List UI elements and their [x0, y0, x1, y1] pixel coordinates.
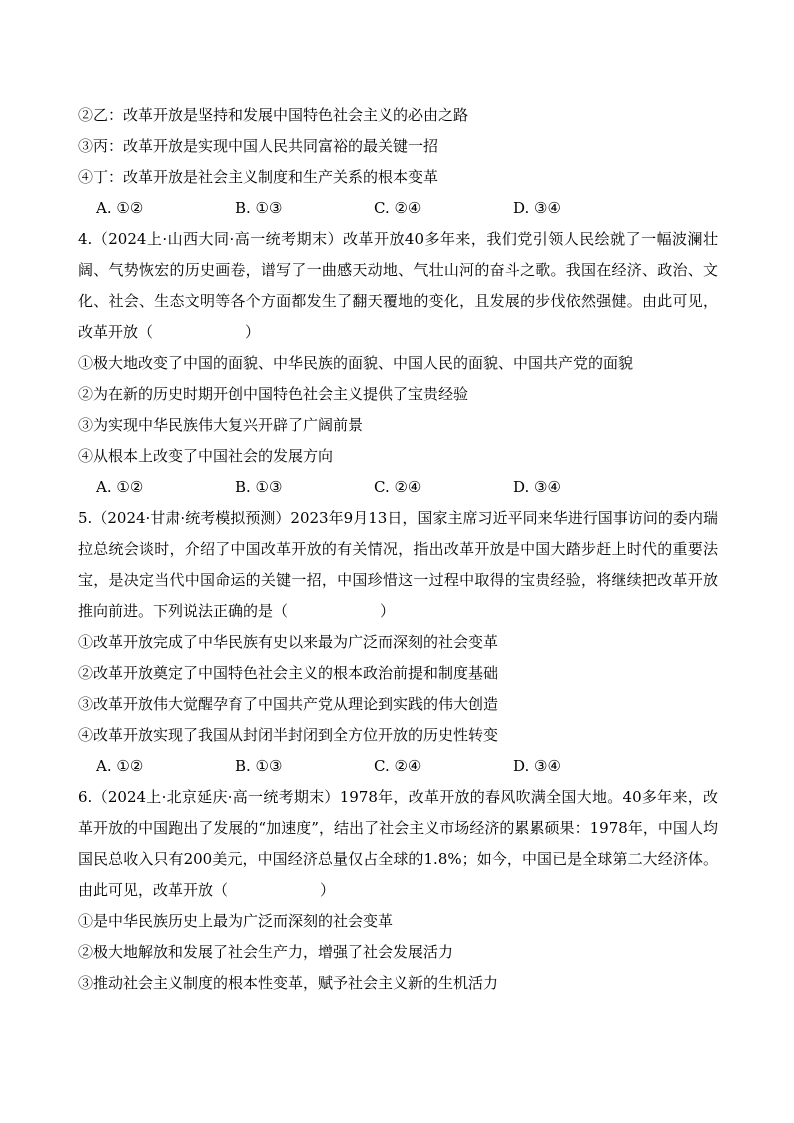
statement-3: ③为实现中华民族伟大复兴开辟了广阔前景: [78, 416, 364, 434]
option-b: B. ①③: [235, 478, 283, 496]
statement-4: ④丁：改革开放是社会主义制度和生产关系的根本变革: [78, 168, 439, 186]
statement-1: ①是中华民族历史上最为广泛而深刻的社会变革: [78, 912, 394, 930]
statement-4: ④从根本上改变了中国社会的发展方向: [78, 447, 334, 465]
answer-options: [78, 472, 718, 503]
option-c: C. ②④: [374, 478, 422, 496]
option-d: D. ③④: [513, 478, 561, 496]
option-a: A. ①②: [96, 757, 144, 775]
question-5-stem: [78, 503, 718, 627]
statement-1: ①极大地改变了中国的面貌、中华民族的面貌、中国人民的面貌、中国共产党的面貌: [78, 354, 634, 372]
option-d: D. ③④: [513, 199, 561, 217]
statement-4: ④改革开放实现了我国从封闭半封闭到全方位开放的历史性转变: [78, 726, 499, 744]
question-4-text: 4.（2024上·山西大同·高一统考期末）改革开放40多年来，我们党引领人民绘就了一幅波澜壮阔、气势恢宏的历史画卷，谱写了一曲感天动地、气壮山河的奋斗之歌。我国在经济、政治、文化、社会、生态文明等各个方面都发生了翻天覆地的变化，且发展的步伐依然强健。由此可见，改革开放（: [78, 230, 718, 341]
answer-blank-close: ）: [380, 602, 396, 620]
option-a: A. ①②: [96, 478, 144, 496]
option-c: C. ②④: [374, 757, 422, 775]
option-c: C. ②④: [374, 199, 422, 217]
page-content: [78, 100, 718, 999]
question-6-stem: [78, 782, 718, 906]
statement-2: ②为在新的历史时期开创中国特色社会主义提供了宝贵经验: [78, 385, 469, 403]
question-4-stem: [78, 224, 718, 348]
answer-blank-close: ）: [245, 323, 261, 341]
answer-options: [78, 193, 718, 224]
question-5-text: 5.（2024·甘肃·统考模拟预测）2023年9月13日，国家主席习近平同来华进行国事访问的委内瑞拉总统会谈时，介绍了中国改革开放的有关情况，指出改革开放是中国大踏步赶上时代的重要法宝，是决定当代中国命运的关键一招，中国珍惜这一过程中取得的宝贵经验，将继续把改革开放推向前进。下列说法正确的是（: [78, 509, 718, 620]
statement-2: ②极大地解放和发展了社会生产力，增强了社会发展活力: [78, 943, 454, 961]
statement-3: ③改革开放伟大觉醒孕育了中国共产党从理论到实践的伟大创造: [78, 695, 499, 713]
statement-2: ②改革开放奠定了中国特色社会主义的根本政治前提和制度基础: [78, 664, 499, 682]
statement-3: ③丙：改革开放是实现中国人民共同富裕的最关键一招: [78, 137, 439, 155]
option-a: A. ①②: [96, 199, 144, 217]
statement-2: ②乙：改革开放是坚持和发展中国特色社会主义的必由之路: [78, 106, 469, 124]
statement-3: ③推动社会主义制度的根本性变革，赋予社会主义新的生机活力: [78, 974, 499, 992]
option-b: B. ①③: [235, 757, 283, 775]
answer-options: [78, 751, 718, 782]
statement-1: ①改革开放完成了中华民族有史以来最为广泛而深刻的社会变革: [78, 633, 499, 651]
option-b: B. ①③: [235, 199, 283, 217]
answer-blank-close: ）: [320, 881, 336, 899]
question-6-text: 6.（2024上·北京延庆·高一统考期末）1978年，改革开放的春风吹满全国大地。40多年来，改革开放的中国跑出了发展的“加速度”，结出了社会主义市场经济的累累硕果：1978年，中国人均国民总收入只有200美元，中国经济总量仅占全球的1.8%；如今，中国已是全球第二大经济体。由此可见，改革开放（: [78, 788, 718, 899]
option-d: D. ③④: [513, 757, 561, 775]
